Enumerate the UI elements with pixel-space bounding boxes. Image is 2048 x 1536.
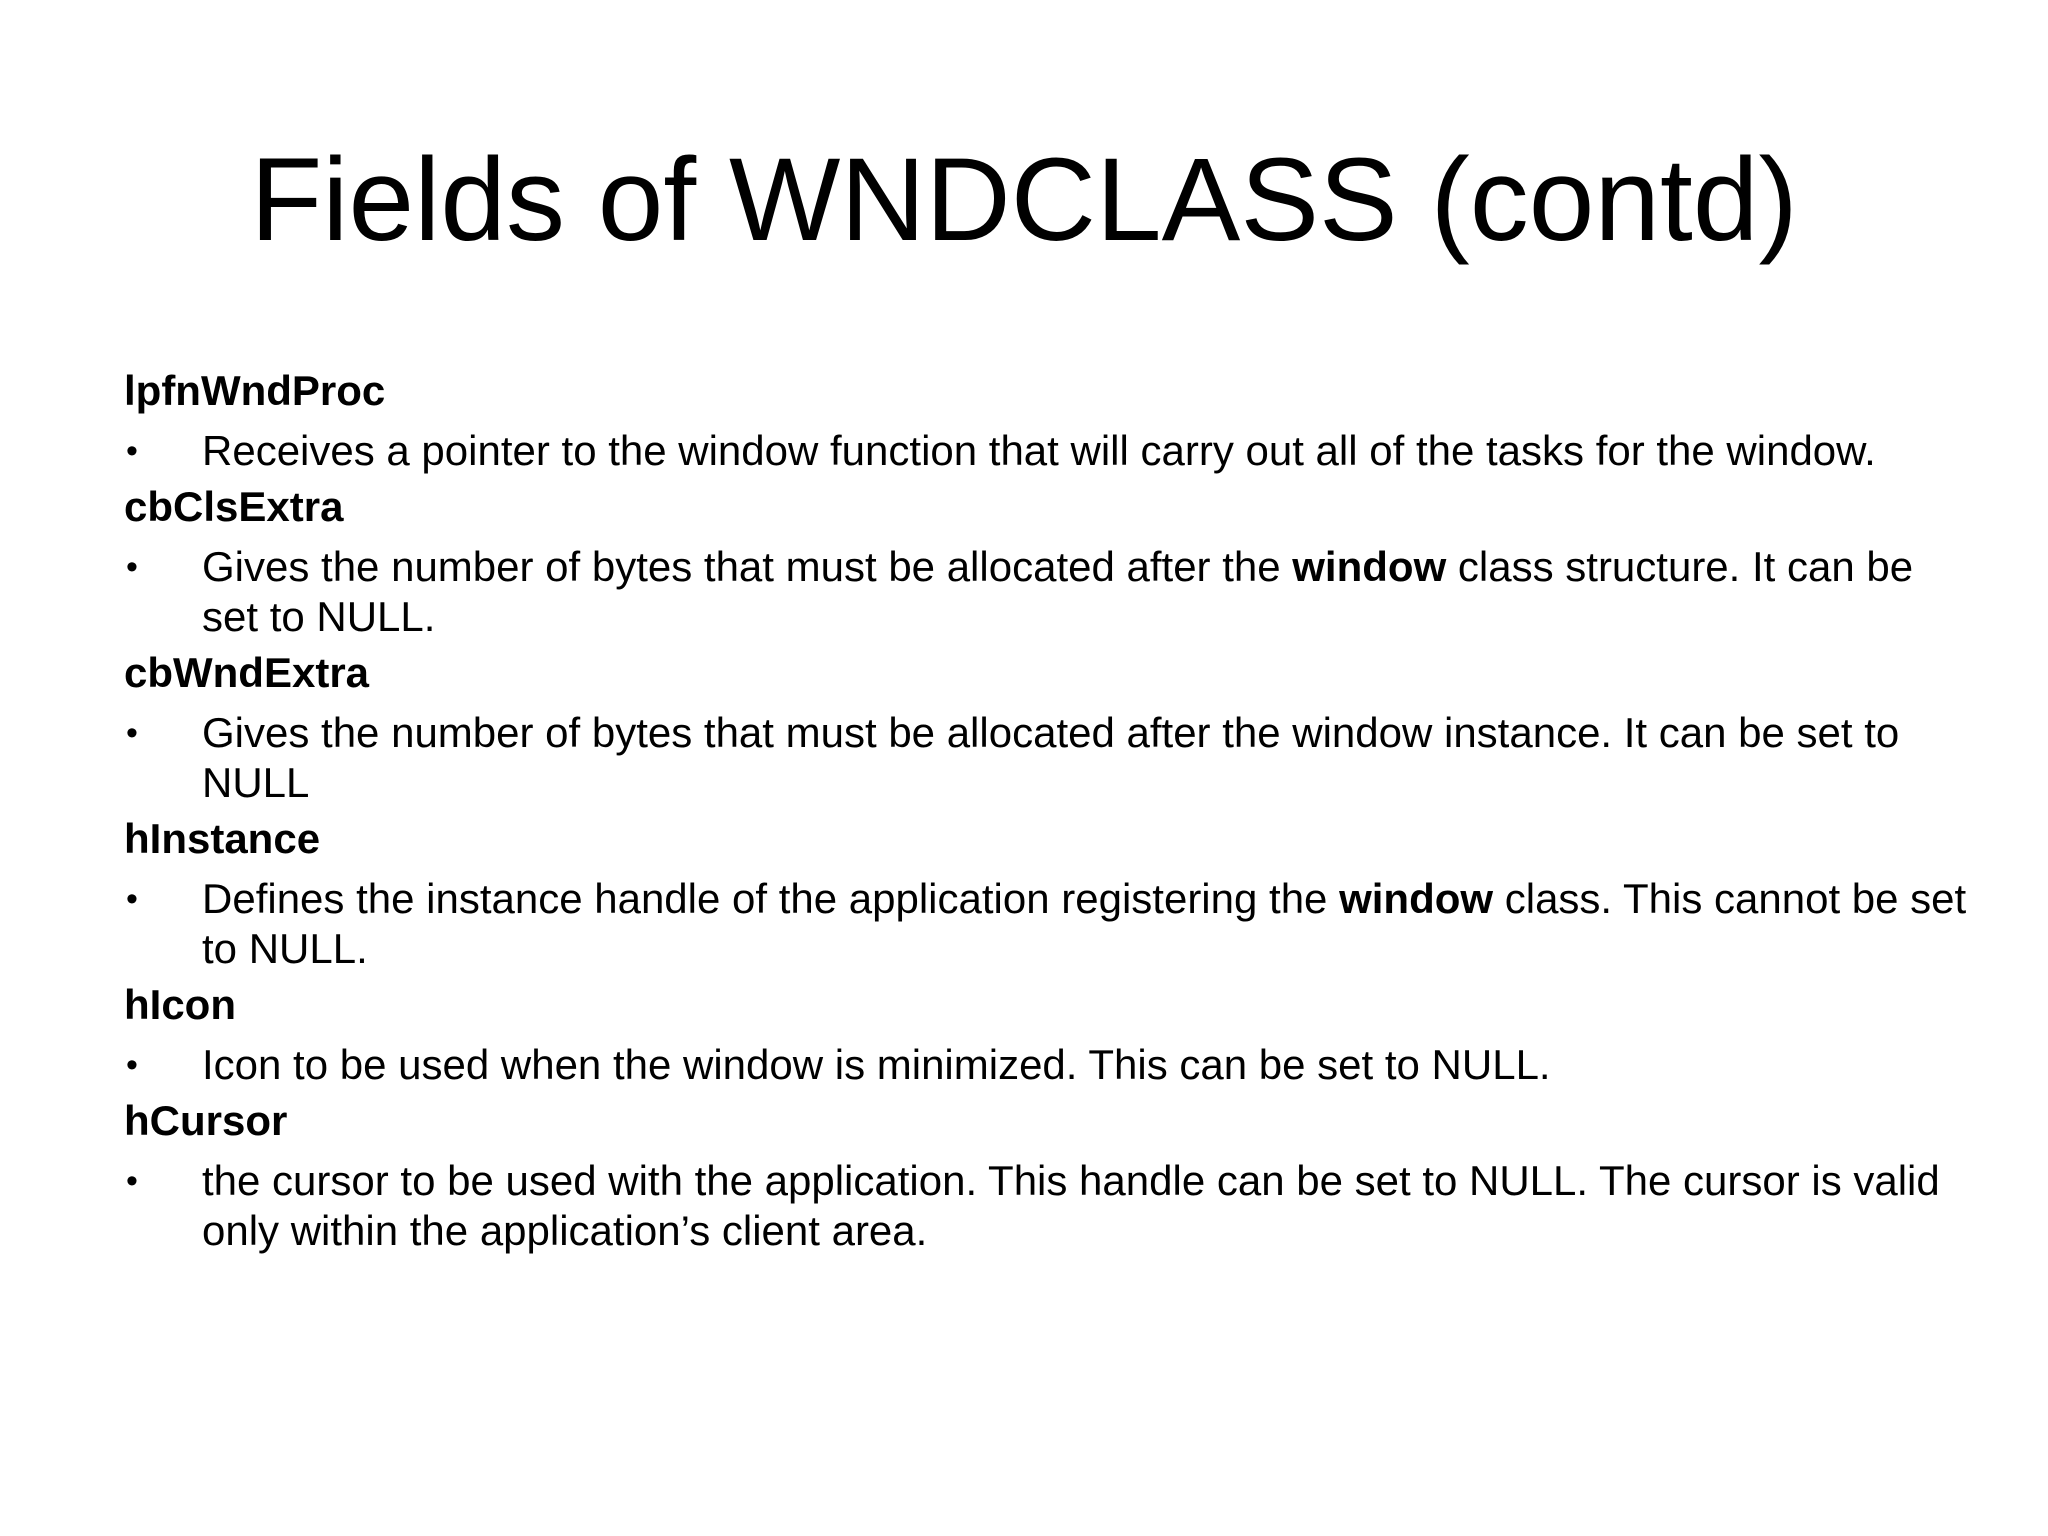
field-name: hIcon bbox=[124, 981, 236, 1028]
field-name: hInstance bbox=[124, 815, 321, 862]
emphasis-text: window bbox=[1339, 875, 1494, 922]
bullet-icon: • bbox=[126, 548, 138, 586]
field-description-text: Receives a pointer to the window function that will carry out all of the tasks for the window. bbox=[202, 427, 1876, 474]
field-description bbox=[124, 426, 1974, 476]
field-cbclsextra bbox=[124, 480, 1974, 642]
field-description bbox=[124, 1040, 1974, 1090]
bullet-icon: • bbox=[126, 1162, 138, 1200]
field-description-text: Gives the number of bytes that must be allocated after the window class structure. It can be set to NULL. bbox=[202, 543, 1914, 640]
bullet-icon: • bbox=[126, 1046, 138, 1084]
field-description bbox=[124, 874, 1974, 974]
field-name: cbClsExtra bbox=[124, 483, 344, 530]
bullet-icon: • bbox=[126, 432, 138, 470]
slide-title: Fields of WNDCLASS (contd) bbox=[250, 134, 1798, 266]
emphasis-text: window bbox=[1292, 543, 1447, 590]
field-description-text: Icon to be used when the window is minimized. This can be set to NULL. bbox=[202, 1041, 1551, 1088]
bullet-icon: • bbox=[126, 714, 138, 752]
field-description bbox=[124, 708, 1974, 808]
field-cbwndextra bbox=[124, 646, 1974, 808]
field-lpfnwndproc bbox=[124, 364, 1974, 476]
field-hcursor bbox=[124, 1094, 1974, 1256]
bullet-icon: • bbox=[126, 880, 138, 918]
field-hicon bbox=[124, 978, 1974, 1090]
field-description-text: Gives the number of bytes that must be allocated after the window instance. It can be set to NULL bbox=[202, 709, 1900, 806]
field-name: lpfnWndProc bbox=[124, 367, 386, 414]
field-description-text: Defines the instance handle of the application registering the window class. This cannot be set to NULL. bbox=[202, 875, 1967, 972]
field-description-text: the cursor to be used with the application. This handle can be set to NULL. The cursor is valid only within the application’s client area. bbox=[202, 1157, 1940, 1254]
field-description bbox=[124, 1156, 1974, 1256]
field-list bbox=[124, 364, 1974, 1260]
field-name: cbWndExtra bbox=[124, 649, 370, 696]
field-name: hCursor bbox=[124, 1097, 288, 1144]
field-description bbox=[124, 542, 1974, 642]
field-hinstance bbox=[124, 812, 1974, 974]
